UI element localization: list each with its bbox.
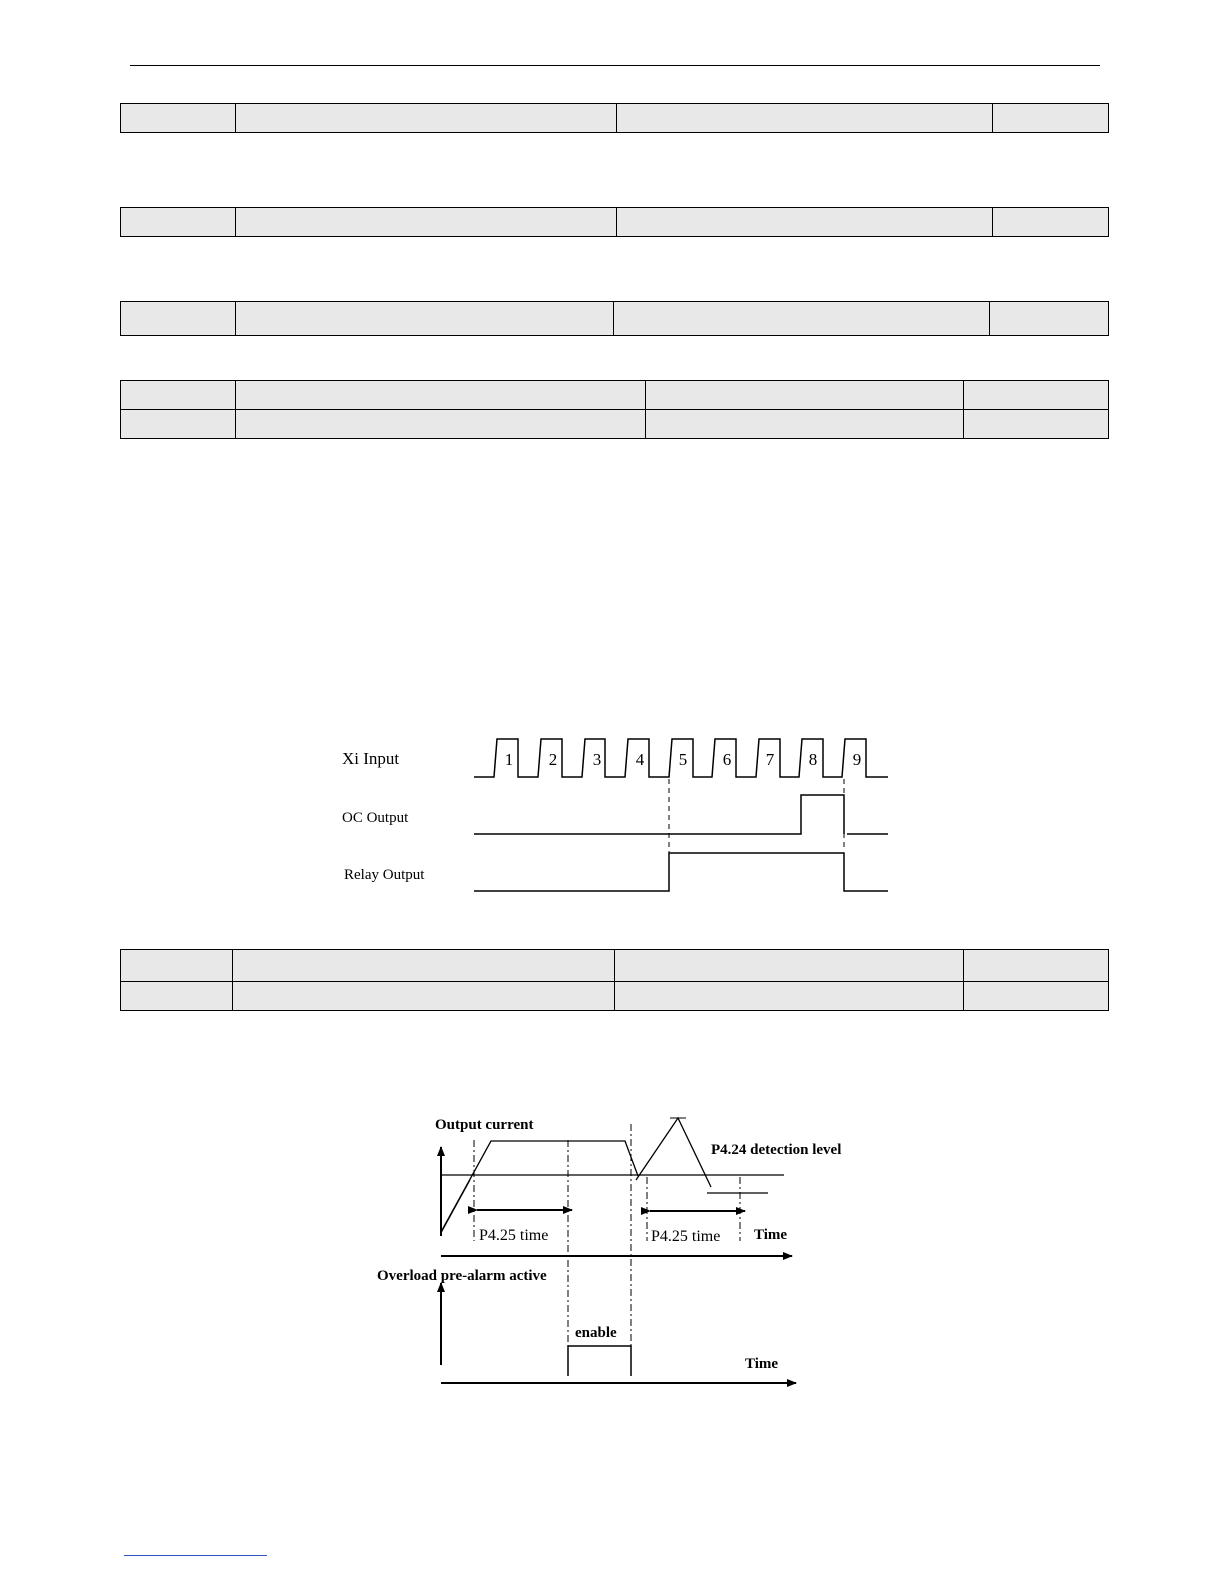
- pulse-number: 8: [808, 750, 818, 769]
- footer-link-rule: [124, 1555, 267, 1556]
- table-cell: [121, 410, 236, 439]
- table-row: [121, 950, 1109, 982]
- table-cell: [121, 381, 236, 410]
- output-current-curve: [441, 1141, 638, 1232]
- prealarm-pulse: [568, 1346, 631, 1376]
- oc-output-label: OC Output: [342, 810, 409, 826]
- parameter-table-2: [120, 207, 1109, 237]
- oc-output-waveform: [474, 795, 844, 834]
- relay-output-waveform: [474, 853, 888, 891]
- table-cell: [236, 302, 614, 336]
- parameter-table-1: [120, 103, 1109, 133]
- table-cell: [617, 208, 993, 237]
- detection-level-label: P4.24 detection level: [711, 1142, 842, 1158]
- table-cell: [615, 982, 964, 1011]
- pulse-number: 2: [548, 750, 558, 769]
- parameter-table-3: [120, 301, 1109, 336]
- table-row: [121, 208, 1109, 237]
- relay-output-label: Relay Output: [344, 867, 425, 883]
- table-row: [121, 381, 1109, 410]
- parameter-table-5: [120, 949, 1109, 1011]
- overload-prealarm-diagram: [370, 1105, 880, 1400]
- table-row: [121, 302, 1109, 336]
- table-cell: [614, 302, 990, 336]
- table-cell: [121, 104, 236, 133]
- pulse-number: 6: [722, 750, 732, 769]
- table-cell: [121, 982, 233, 1011]
- parameter-table-4: [120, 380, 1109, 439]
- time-axis-label-1: Time: [754, 1227, 788, 1243]
- table-row: [121, 410, 1109, 439]
- pulse-number: 3: [592, 750, 602, 769]
- table-cell: [121, 208, 236, 237]
- table-cell: [646, 381, 964, 410]
- table-cell: [964, 410, 1109, 439]
- table-row: [121, 104, 1109, 133]
- table-cell: [993, 208, 1109, 237]
- table-cell: [236, 208, 617, 237]
- pulse-number: 7: [765, 750, 775, 769]
- pulse-number: 1: [504, 750, 514, 769]
- table-cell: [964, 381, 1109, 410]
- counter-timing-diagram: [330, 725, 900, 905]
- table-cell: [233, 982, 615, 1011]
- table-cell: [617, 104, 993, 133]
- prealarm-label: Overload pre-alarm active: [377, 1268, 547, 1284]
- time-axis-label-2: Time: [745, 1356, 779, 1372]
- table-cell: [121, 302, 236, 336]
- table-cell: [993, 104, 1109, 133]
- pulse-number: 5: [678, 750, 688, 769]
- table-row: [121, 982, 1109, 1011]
- table-cell: [964, 950, 1109, 982]
- delay-time-label-1: P4.25 time: [479, 1227, 549, 1244]
- enable-label: enable: [575, 1325, 617, 1341]
- output-current-label: Output current: [435, 1117, 534, 1133]
- xi-input-label: Xi Input: [342, 749, 400, 768]
- output-current-peak: [636, 1118, 711, 1187]
- table-cell: [121, 950, 233, 982]
- output-current-curve-inner: [441, 1180, 470, 1233]
- header-rule: [130, 65, 1100, 66]
- table-cell: [615, 950, 964, 982]
- delay-time-label-2: P4.25 time: [651, 1228, 721, 1245]
- pulse-number: 9: [852, 750, 862, 769]
- table-cell: [236, 410, 646, 439]
- table-cell: [236, 104, 617, 133]
- table-cell: [236, 381, 646, 410]
- table-cell: [990, 302, 1109, 336]
- table-cell: [646, 410, 964, 439]
- table-cell: [233, 950, 615, 982]
- pulse-number: 4: [635, 750, 645, 769]
- table-cell: [964, 982, 1109, 1011]
